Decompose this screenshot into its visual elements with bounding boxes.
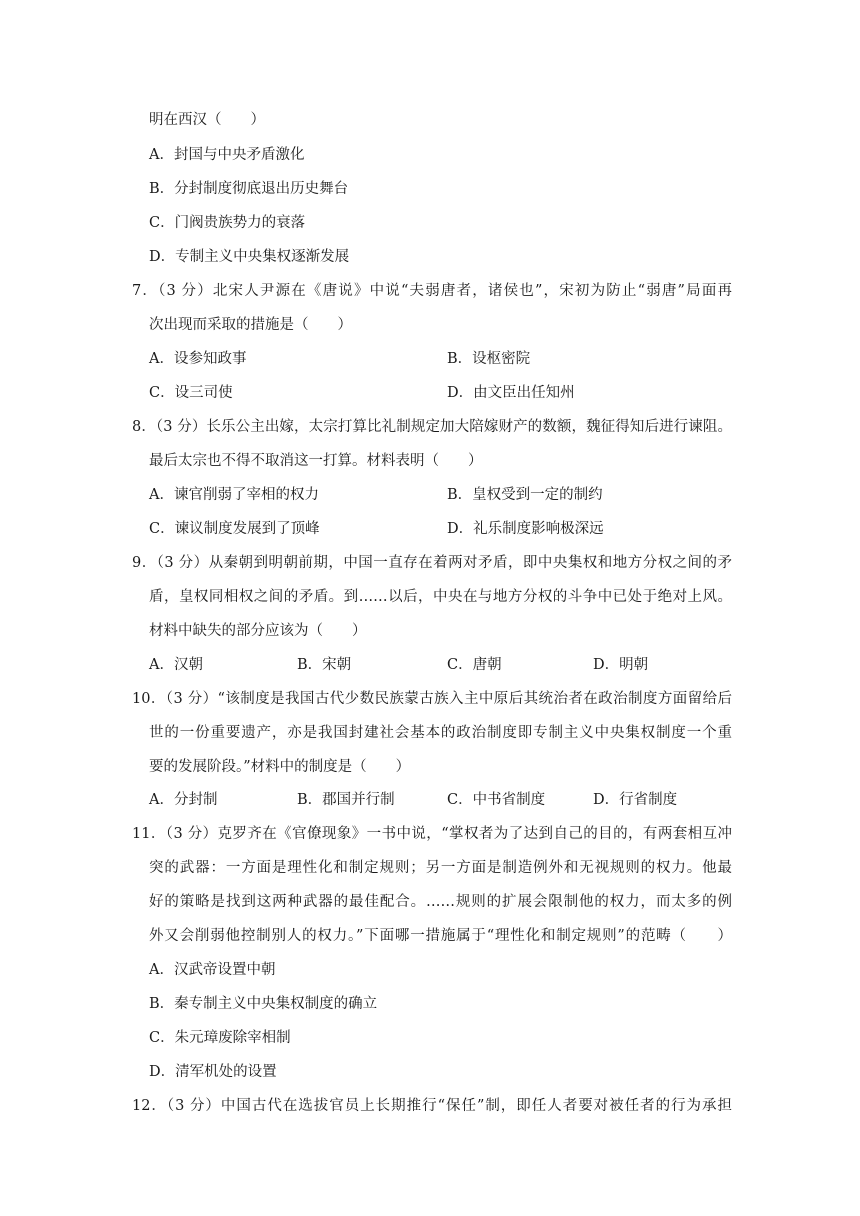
- q9-option-d: D．明朝: [593, 657, 649, 673]
- q11-option-b: B．秦专制主义中央集权制度的确立: [149, 996, 378, 1012]
- q11-stem-line-3: 好的策略是找到这两种武器的最佳配合。……规则的扩展会限制他的权力，而太多的例: [149, 894, 732, 910]
- q7-option-b: B．设枢密院: [447, 351, 531, 367]
- q6-option-b: B．分封制度彻底退出历史舞台: [149, 181, 349, 197]
- q8-option-c: C．谏议制度发展到了顶峰: [149, 521, 320, 537]
- q11-option-c: C．朱元璋废除宰相制: [149, 1030, 291, 1046]
- q9-option-b: B．宋朝: [297, 657, 352, 673]
- q8-stem-line-2: 最后太宗也不得不取消这一打算。材料表明（ ）: [149, 453, 483, 469]
- q9-option-c: C．唐朝: [447, 657, 502, 673]
- q6-option-a: A．封国与中央矛盾激化: [149, 147, 305, 163]
- q12-stem-line-1: 12．（3 分）中国古代在选拔官员上长期推行“保任”制，即任人者要对被任者的行为承担: [132, 1098, 732, 1114]
- q10-option-c: C．中书省制度: [447, 792, 546, 808]
- q11-stem-line-1: 11．（3 分）克罗齐在《官僚现象》一书中说，“掌权者为了达到自己的目的，有两套相互冲: [132, 826, 732, 842]
- q7-stem-line-1: 7．（3 分）北宋人尹源在《唐说》中说“夫弱唐者，诸侯也”，宋初为防止“弱唐”局面再: [132, 283, 732, 299]
- q11-stem-line-2: 突的武器：一方面是理性化和制定规则；另一方面是制造例外和无视规则的权力。他最: [149, 860, 732, 876]
- q10-stem-line-3: 要的发展阶段。”材料中的制度是（ ）: [149, 759, 411, 775]
- q7-option-d: D．由文臣出任知州: [447, 385, 575, 401]
- q8-option-d: D．礼乐制度影响极深远: [447, 521, 604, 537]
- q8-option-a: A．谏官削弱了宰相的权力: [149, 487, 319, 503]
- q8-stem-line-1: 8．（3 分）长乐公主出嫁，太宗打算比礼制规定加大陪嫁财产的数额，魏征得知后进行谏阻。: [132, 419, 732, 435]
- q6-stem-continuation: 明在西汉（ ）: [149, 112, 265, 128]
- q9-stem-line-3: 材料中缺失的部分应该为（ ）: [149, 623, 367, 639]
- q10-option-a: A．分封制: [149, 792, 218, 808]
- q10-option-d: D．行省制度: [593, 792, 678, 808]
- q10-stem-line-2: 世的一份重要遗产，亦是我国封建社会基本的政治制度即专制主义中央集权制度一个重: [149, 725, 732, 741]
- q10-option-b: B．郡国并行制: [297, 792, 395, 808]
- q9-option-a: A．汉朝: [149, 657, 203, 673]
- q7-stem-line-2: 次出现而采取的措施是（ ）: [149, 317, 352, 333]
- q10-stem-line-1: 10．（3 分）“该制度是我国古代少数民族蒙古族入主中原后其统治者在政治制度方面留给后: [132, 691, 732, 707]
- q11-option-d: D．清军机处的设置: [149, 1064, 277, 1080]
- q6-option-d: D．专制主义中央集权逐渐发展: [149, 249, 350, 265]
- q7-option-c: C．设三司使: [149, 385, 233, 401]
- q6-option-c: C．门阀贵族势力的衰落: [149, 215, 306, 231]
- q11-stem-line-4: 外又会削弱他控制别人的权力。”下面哪一措施属于“理性化和制定规则”的范畴（ ）: [149, 928, 732, 944]
- q11-option-a: A．汉武帝设置中朝: [149, 962, 276, 978]
- q9-stem-line-1: 9．（3 分）从秦朝到明朝前期，中国一直存在着两对矛盾，即中央集权和地方分权之间的矛: [132, 555, 732, 571]
- q8-option-b: B．皇权受到一定的制约: [447, 487, 603, 503]
- q9-stem-line-2: 盾，皇权同相权之间的矛盾。到……以后，中央在与地方分权的斗争中已处于绝对上风。: [149, 589, 732, 605]
- q7-option-a: A．设参知政事: [149, 351, 247, 367]
